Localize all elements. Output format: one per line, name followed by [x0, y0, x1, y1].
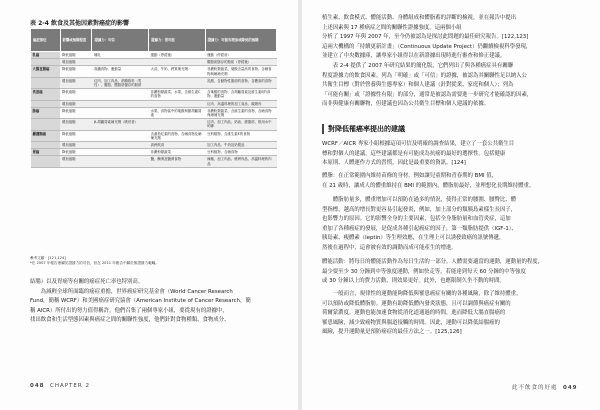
table-cell: 增加風險 — [60, 100, 92, 107]
table-cell: 紅肉、加工肉品、奶油、總脂肪、飲用水中的砷 — [205, 119, 276, 130]
chapter-label: CHAPTER 2 — [49, 383, 90, 389]
table-cell — [31, 77, 61, 88]
table-cell: 胃癌 — [31, 149, 61, 156]
table-cell: 辣椒、加工肉品、燒烤肉品、高溫料理的肉品 — [205, 156, 276, 167]
table-cell: 大腸直腸癌 — [31, 66, 61, 77]
table-row — [31, 142, 277, 149]
left-page — [0, 0, 298, 410]
table-cell: 高鈣飲食 — [149, 142, 206, 149]
table-notes — [30, 256, 277, 266]
table-cell — [31, 59, 61, 66]
table-cell: 高纖食物、運動量 — [92, 66, 149, 77]
table-footnote: *在 2007 年報告裡屬於證據力的可信，但在 2011 年報告中屬於無證據力範疇。 — [30, 261, 159, 265]
header-possible: 證據力：可能有增加或降低的風險 — [205, 29, 276, 52]
table-cell — [149, 77, 206, 88]
table-cell: 體脂肪儲存的脂肪（停經後） — [205, 59, 276, 66]
right-page — [302, 0, 600, 410]
table-cell: 豆科植物、含維生素E的食物 — [205, 130, 276, 141]
table-cell: 加工肉品、牛奶及奶製品 — [205, 142, 276, 149]
table-cell: 增加風險 — [60, 142, 92, 149]
table-cell: 降低風險 — [60, 66, 92, 77]
table-row — [31, 89, 277, 100]
table-cell: β-胡蘿蔔素補充劑（吸菸者） — [92, 119, 149, 130]
table-cell: 降低風險 — [60, 89, 92, 100]
table-cell — [149, 100, 206, 107]
table-cell: 食道癌 — [31, 89, 61, 100]
table-cell: 非澱粉類蔬菜、含維生素的食物、含硒食物與硒補充劑 — [205, 107, 276, 118]
table-cell — [92, 156, 149, 167]
table-row — [31, 77, 277, 88]
right-page-number: 049 — [563, 385, 578, 391]
table-cell — [92, 130, 149, 141]
table-cell: 非澱粉類蔬菜、葉酸含量高的食物、含硒食物與硒補充劑 — [205, 66, 276, 77]
table-cell — [92, 100, 149, 107]
table-cell: 非澱粉類蔬菜 — [149, 149, 206, 156]
cancer-factors-table — [30, 28, 277, 168]
table-cell — [149, 59, 206, 66]
header-probable: 證據力：很可能 — [149, 29, 206, 52]
table-cell: 攝護腺癌 — [31, 130, 61, 141]
table-row — [31, 107, 277, 118]
left-page-number: 048 — [30, 383, 45, 389]
table-cell — [31, 156, 61, 167]
header-level: 影響或風險程度 — [60, 29, 92, 52]
right-para-2: WCRF／AICR 專家小組根據這項可信及明確的調查結果，建立了一套公共衛生目 標和對個人的建議，這些建議都是有可能成為抗癌的最好的選擇性。包括健康 本原則、人體運作方式的習慣，因此是最重要的資訊。[124] — [322, 141, 515, 167]
running-title: 此不飲食的好處 — [512, 385, 558, 391]
right-para-1: 植生素、飲食模式、體能活動、身體組成和體脂蓄的評斷的檢視，並在報告中提出 上述因素與 17 種癌症之間的關聯性證據強度。這兩個小組 分析了 1997 年與 2007 年，至今仍被認為是探討此問題的最佳研究報告。[122,123] 這兩大機構的「持續更新計畫」（Continuous Update Project）仍繼續檢視科學發現， 並建立了中央數據庫，讓專家小組得以在新證據出現時進行審查和修正建議。 表 2-4 提供了 2007 年研究結果的簡化版，它們列出了與各種癌症具有關聯 程度證據力的飲食因素。列為「明確」或「可信」的證據，被認為其關聯性足以納入公 共衛生目標（對於營養與生態專家）和個人建議（針對從業、家庭和個人）；列為 「可能有關」或「證據性有限」的部分，通常是被認為需要進一步研究才能確認的因素， 而非與健康有關聯物，但建議也因為公共衛生目標和個人建議的依據。 — [322, 15, 533, 108]
table-cell: 增加風險 — [60, 156, 92, 167]
left-body-text: 結腸）以及胃癌等有關的癌症死亡率也特別高。 為減輕全球所面臨的癌症重擔，世界癌症研究基金會（World Cancer Research Fund，簡稱 WCRF）和美國癌症研究協會（American Institute of Cancer Research，簡 稱 AICR）所付出的努力值得稱許。他們召集了兩個專家小組，要從現有的證據中， 找出飲食和生活型態因素與癌症之間的關聯性強度，他們針對食物種類、食物成分、 — [30, 279, 251, 324]
table-cell — [92, 89, 149, 100]
table-cell: 水果、食物當中的葉酸與類胡蘿蔔素 — [149, 107, 206, 118]
table-cell — [92, 107, 149, 118]
table-cell — [92, 142, 149, 149]
table-cell: 增加風險 — [60, 119, 92, 130]
table-row — [31, 119, 277, 130]
table-row — [31, 149, 277, 156]
heading-bar — [322, 124, 324, 134]
table-row — [31, 66, 277, 77]
table-cell: 紅肉、高溫料理的加工食品、碳燒肉 — [205, 100, 276, 107]
table-reference-note: 參考文獻：[121,124] — [30, 256, 66, 260]
table-cell: 降低風險 — [60, 130, 92, 141]
table-cell: 乳癌 — [31, 52, 61, 59]
table-cell: 鹽、醃漬及鹽漬食物 — [149, 156, 206, 167]
table-cell — [149, 119, 206, 130]
table-cell — [31, 100, 61, 107]
table-cell: 紅肉、加工肉品、酒精飲料（男性）、腹脂、體脂肪儲存的脂肪 — [92, 77, 149, 88]
header-site: 癌症部位 — [31, 29, 61, 52]
table-header-row — [31, 29, 277, 52]
right-para-5: 體能活動：將每日的體能活動作為每日生活的一部分。人體需要適當的運動，運動量的程度， 最少要至少 30 分鐘到中等強度運動，例如快走等，若能達到每天 60 分鐘的中等強度 或 30 分鐘以上的費力活動，則效果更好。此外，也應限制久坐不動的時間。 — [322, 259, 544, 285]
table-cell: 運動（停經後） — [149, 52, 206, 59]
left-footer — [30, 383, 90, 389]
right-footer — [512, 383, 578, 391]
table-cell: 降低風險 — [60, 107, 92, 118]
table-cell: 含番茄紅素的食物、含硒食物及硒補充劑 — [149, 130, 206, 141]
table-cell: 非澱粉類蔬菜、水果、含維生素C的食物 — [149, 89, 206, 100]
table-cell: 降低風險 — [60, 52, 92, 59]
table-cell: 大蒜、牛奶、鈣質補充劑 — [149, 66, 206, 77]
table-cell — [92, 59, 149, 66]
table-cell: 增加風險 — [60, 77, 92, 88]
table-row — [31, 59, 277, 66]
table-row — [31, 156, 277, 167]
header-convincing: 證據力：可信 — [92, 29, 149, 52]
table-cell: 豆科植物、含硒食物 — [205, 149, 276, 156]
table-cell — [31, 142, 61, 149]
table-cell: 含葉酸的食物、含胡蘿蔔素及維生素E的食物、運動量 — [205, 89, 276, 100]
table-title: 表 2-4 飲食及其他因素對癌症的影響 — [30, 20, 130, 27]
right-para-3: 體脂：在正常範圍內維持苗條的身材，例如讓兒童期和青春期的 BMI 值， 在 21 歲時，讓成人的體重維持在 BMI 的範圍內，體脂肪最好，並理想化長期維持體重。 — [322, 173, 535, 189]
table-cell: 增加風險 — [60, 59, 92, 66]
right-para-6: 一般而言，規律性的運動能夠降低與罹患癌症有關的各種風險，除了維持體重， 可以預防或降低體脂肪。運動有助降低體內發炎狀態，且可以調節與癌症有關的 荷爾蒙濃度。運動也能加速食物從消化道通過的時間，進而降低大腸直腸癌的 罹患風險，減少致癌物質與腸道接觸的時間。因此，運動可以降低結腸癌的 風險，提升運動量是預防癌症的最佳方法之一。[125,126] — [322, 291, 522, 336]
table-cell: 降低風險 — [60, 149, 92, 156]
right-para-4: 體脂肪量多，體重增加可以預防在過多的情況，使得正常的腰圍、腰臀比、體 型指標，越高的增長對更容易引起發炎，例如，加上部分的類胰島素樣生長因子， 也影響力的原因。它的影響全身的主要因素，包括全身脂肪量和血管炎症，這加 重加了各種癌症的發展，是促成各種引起癌症的因子，第一類脂肪提供（IGF-1）、 胰島素、瘦體素（leptin）等生理效應，在生理上可以誘發致癌的訊號傳遞， 然後在過程中，這會被有效的調動而成可能產生的增進。 — [322, 197, 517, 251]
section-heading: 對降低罹癌率提出的建議 — [328, 125, 405, 133]
table-cell: 乳酪、含動物性脂肪的食物、含糖高的食物 — [205, 77, 276, 88]
table-row — [31, 52, 277, 59]
table-row — [31, 100, 277, 107]
table-row — [31, 130, 277, 141]
table-cell — [92, 149, 149, 156]
table-cell: 肺癌 — [31, 107, 61, 118]
table-cell — [31, 119, 61, 130]
table-cell: 哺乳 — [92, 52, 149, 59]
table-cell: 運動（停經前） — [205, 52, 276, 59]
